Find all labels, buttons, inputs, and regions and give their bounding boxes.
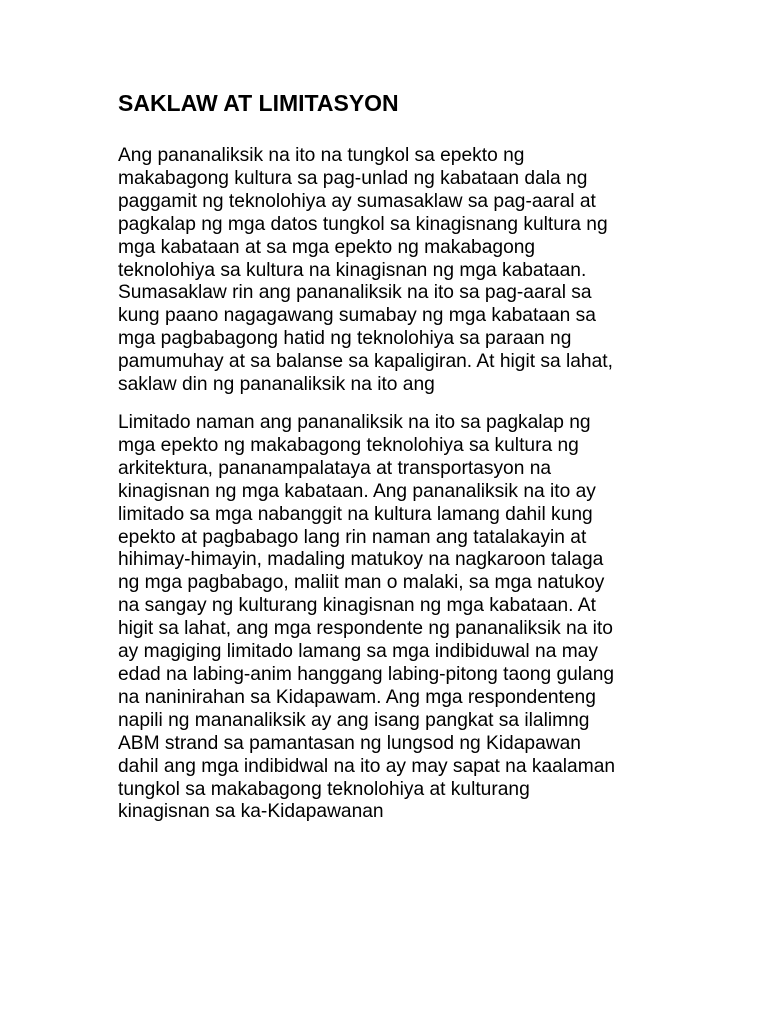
paragraph-line: pagkalap ng mga datos tungkol sa kinagisnang kultura ng xyxy=(118,213,608,235)
paragraph-line: na naninirahan sa Kidapawam. Ang mga respondenteng xyxy=(118,686,596,708)
paragraph-line: kung paano nagagawang sumabay ng mga kabataan sa xyxy=(118,305,596,327)
paragraph-line: makabagong kultura sa pag-unlad ng kabataan dala ng xyxy=(118,167,588,189)
paragraph-line: Limitado naman ang pananaliksik na ito sa pagkalap ng xyxy=(118,412,591,433)
paragraph-line: tungkol sa makabagong teknolohiya at kulturang xyxy=(118,778,530,800)
paragraph-line: arkitektura, pananampalataya at transportasyon na xyxy=(118,457,552,479)
paragraph-line: mga epekto ng makabagong teknolohiya sa kultura ng xyxy=(118,434,579,456)
paragraph-line: higit sa lahat, ang mga respondente ng pananaliksik na ito xyxy=(118,618,613,640)
paragraph-line: Sumasaklaw rin ang pananaliksik na ito sa pag-aaral sa xyxy=(118,282,592,304)
limitations-paragraph xyxy=(118,412,615,824)
paragraph-line: kinagisnan ng mga kabataan. Ang pananaliksik na ito ay xyxy=(118,480,596,502)
paragraph-line: edad na labing-anim hanggang labing-pitong taong gulang xyxy=(118,663,615,685)
paragraph-line: limitado sa mga nabanggit na kultura lamang dahil kung xyxy=(118,503,593,525)
paragraph-line: dahil ang mga indibidwal na ito ay may sapat na kaalaman xyxy=(118,755,616,777)
paragraph-line: napili ng mananaliksik ay ang isang pangkat sa ilalimng xyxy=(118,709,590,731)
paragraph-line: mga kabataan at sa mga epekto ng makabagong xyxy=(118,236,536,258)
paragraph-line: ay magiging limitado lamang sa mga indibiduwal na may xyxy=(118,641,598,663)
document-title: SAKLAW AT LIMITASYON xyxy=(118,90,399,116)
scope-paragraph xyxy=(118,145,613,397)
paragraph-line: Ang pananaliksik na ito na tungkol sa epekto ng xyxy=(118,145,525,166)
paragraph-line: hihimay-himayin, madaling matukoy na nagkaroon talaga xyxy=(118,549,604,571)
paragraph-line: na sangay ng kulturang kinagisnan ng mga kabataan. At xyxy=(118,595,596,617)
paragraph-line: saklaw din ng pananaliksik na ito ang xyxy=(118,374,435,396)
paragraph-line: teknolohiya sa kultura na kinagisnan ng mga kabataan. xyxy=(118,259,587,281)
paragraph-line: mga pagbabagong hatid ng teknolohiya sa paraan ng xyxy=(118,328,572,350)
paragraph-line: ng mga pagbabago, maliit man o malaki, sa mga natukoy xyxy=(118,572,605,594)
paragraph-line: paggamit ng teknolohiya ay sumasaklaw sa pag-aaral at xyxy=(118,190,596,212)
paragraph-line: epekto at pagbabago lang rin naman ang tatalakayin at xyxy=(118,526,587,548)
paragraph-line: pamumuhay at sa balanse sa kapaligiran. At higit sa lahat, xyxy=(118,351,613,373)
paragraph-line: ABM strand sa pamantasan ng lungsod ng Kidapawan xyxy=(118,732,581,754)
paragraph-line: kinagisnan sa ka-Kidapawanan xyxy=(118,801,384,823)
